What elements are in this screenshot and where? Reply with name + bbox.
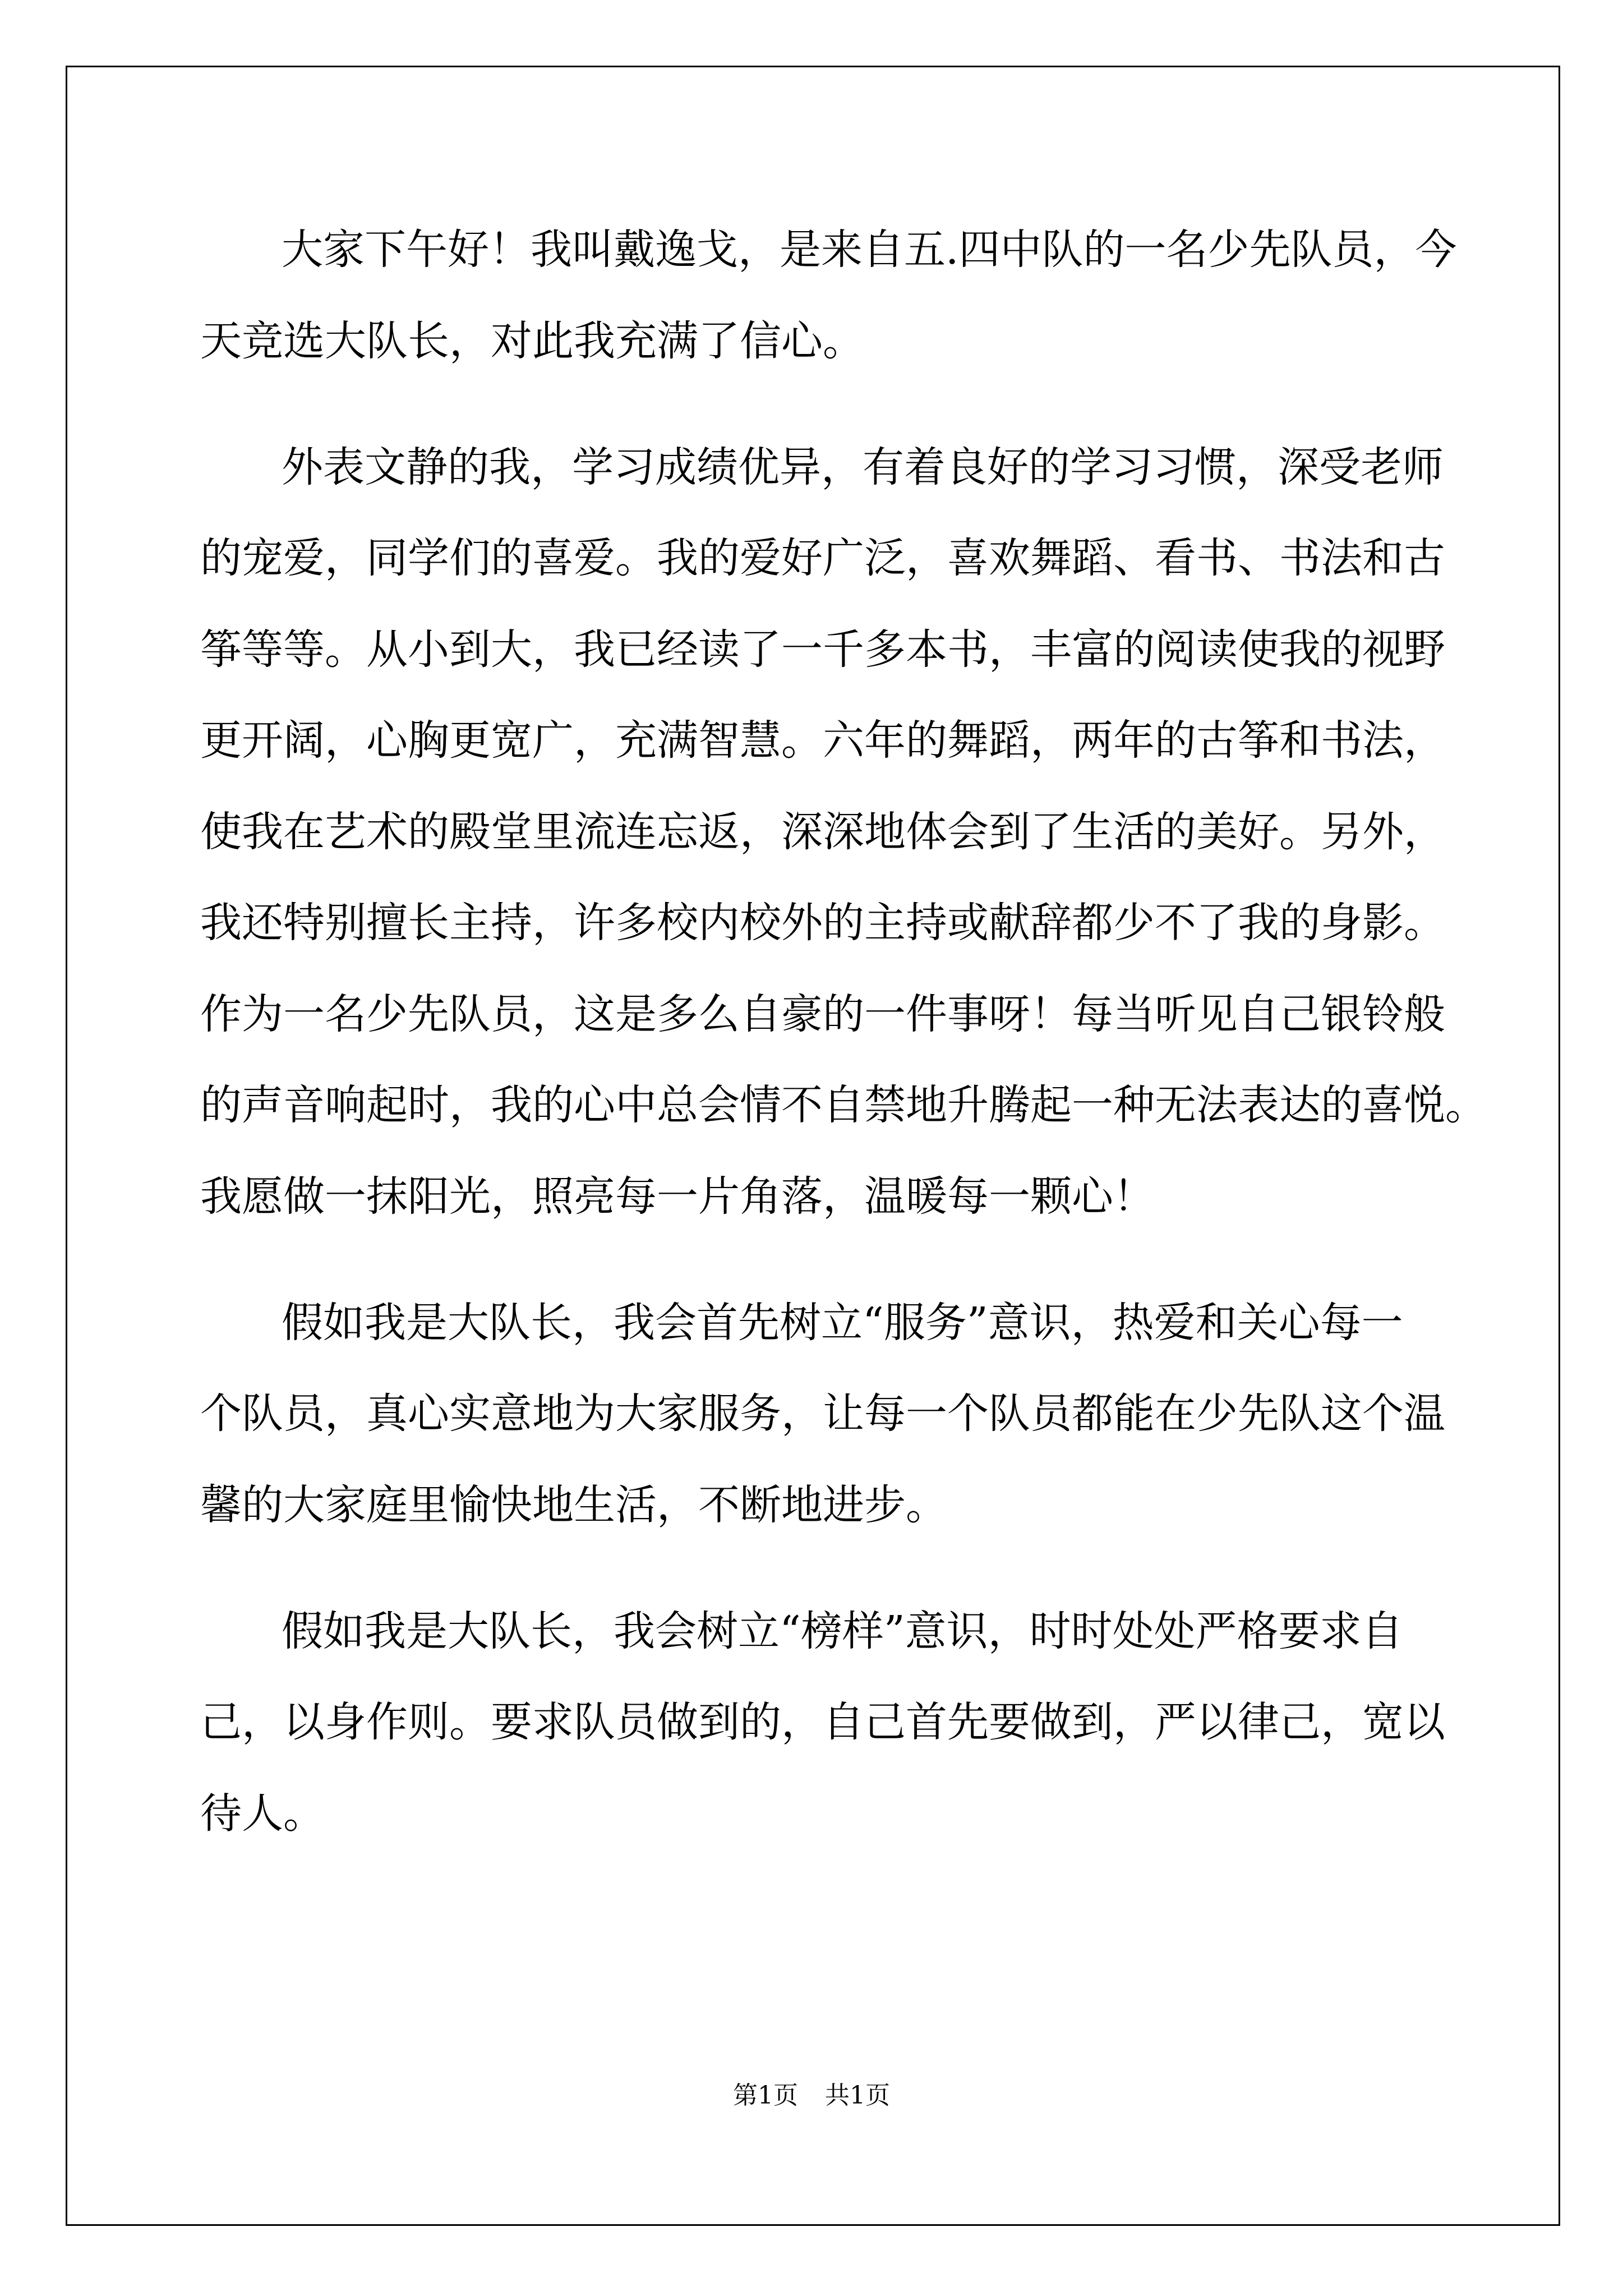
paragraph-4-line-3: 待人。	[200, 1789, 325, 1838]
paragraph-2-line-7: 作为一名少先队员，这是多么自豪的一件事呀！每当听见自己银铃般	[200, 990, 1445, 1038]
page-border	[66, 66, 1560, 2226]
paragraph-2-line-1: 外表文静的我，学习成绩优异，有着良好的学习习惯，深受老师	[282, 443, 1444, 491]
paragraph-2-line-5: 使我在艺术的殿堂里流连忘返，深深地体会到了生活的美好。另外，	[200, 808, 1445, 856]
page-footer	[0, 2080, 1623, 2111]
paragraph-2-line-8: 的声音响起时，我的心中总会情不自禁地升腾起一种无法表达的喜悦。	[200, 1081, 1487, 1129]
paragraph-3-line-1: 假如我是大队长，我会首先树立“服务”意识，热爱和关心每一	[282, 1299, 1403, 1347]
paragraph-2-line-2: 的宠爱，同学们的喜爱。我的爱好广泛，喜欢舞蹈、看书、书法和古	[200, 534, 1445, 582]
page-number: 第1页	[733, 2081, 798, 2110]
paragraph-2-line-9: 我愿做一抹阳光，照亮每一片角落，温暖每一颗心！	[200, 1172, 1155, 1221]
paragraph-2-line-6: 我还特别擅长主持，许多校内校外的主持或献辞都少不了我的身影。	[200, 899, 1445, 947]
paragraph-1-line-2: 天竞选大队长，对此我充满了信心。	[200, 317, 864, 365]
paragraph-3-line-3: 馨的大家庭里愉快地生活，不断地进步。	[200, 1481, 947, 1529]
paragraph-3-line-2: 个队员，真心实意地为大家服务，让每一个队员都能在少先队这个温	[200, 1389, 1445, 1438]
paragraph-2-line-4: 更开阔，心胸更宽广，充满智慧。六年的舞蹈，两年的古筝和书法，	[200, 716, 1445, 765]
paragraph-4-line-2: 己，以身作则。要求队员做到的，自己首先要做到，严以律己，宽以	[200, 1698, 1445, 1746]
paragraph-2-line-3: 筝等等。从小到大，我已经读了一千多本书，丰富的阅读使我的视野	[200, 625, 1445, 674]
page-total: 共1页	[825, 2081, 890, 2110]
paragraph-1-line-1: 大家下午好！我叫戴逸戈，是来自五.四中队的一名少先队员，今	[282, 226, 1457, 274]
paragraph-4-line-1: 假如我是大队长，我会树立“榜样”意识，时时处处严格要求自	[282, 1607, 1403, 1655]
